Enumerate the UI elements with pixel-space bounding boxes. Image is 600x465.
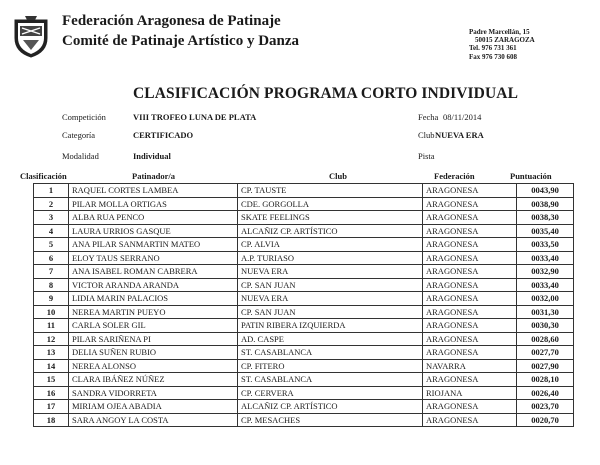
cell-score: 0032,00 — [517, 292, 574, 306]
cell-club: CP. SAN JUAN — [238, 278, 423, 292]
cell-club: NUEVA ERA — [238, 265, 423, 279]
table-row — [34, 224, 574, 238]
cell-club: A.P. TURIASO — [238, 251, 423, 265]
cell-position: 4 — [34, 224, 69, 238]
cell-score: 0033,50 — [517, 238, 574, 252]
cell-club: CP. MESACHES — [238, 413, 423, 427]
pista-label: Pista — [418, 151, 435, 161]
table-row — [34, 319, 574, 333]
cell-position: 2 — [34, 197, 69, 211]
cell-skater: SANDRA VIDORRETA — [69, 386, 238, 400]
cell-club: SKATE FEELINGS — [238, 211, 423, 225]
col-header-federacion: Federación — [434, 171, 475, 181]
cell-club: PATIN RIBERA IZQUIERDA — [238, 319, 423, 333]
club-value: NUEVA ERA — [435, 130, 484, 140]
table-row — [34, 251, 574, 265]
club-label: Club — [418, 130, 435, 140]
table-row — [34, 211, 574, 225]
cell-federation: ARAGONESA — [423, 265, 517, 279]
cell-score: 0031,30 — [517, 305, 574, 319]
competicion-label: Competición — [62, 112, 106, 122]
table-row — [34, 184, 574, 198]
results-table — [33, 183, 574, 427]
table-row — [34, 373, 574, 387]
cell-position: 6 — [34, 251, 69, 265]
cell-federation: ARAGONESA — [423, 224, 517, 238]
cell-score: 0033,40 — [517, 251, 574, 265]
cell-club: ST. CASABLANCA — [238, 373, 423, 387]
cell-skater: ANA ISABEL ROMAN CABRERA — [69, 265, 238, 279]
cell-club: AD. CASPE — [238, 332, 423, 346]
cell-position: 14 — [34, 359, 69, 373]
cell-skater: ALBA RUA PENCO — [69, 211, 238, 225]
table-row — [34, 292, 574, 306]
cell-federation: NAVARRA — [423, 359, 517, 373]
cell-score: 0023,70 — [517, 400, 574, 414]
cell-federation: ARAGONESA — [423, 184, 517, 198]
cell-federation: ARAGONESA — [423, 211, 517, 225]
table-row — [34, 346, 574, 360]
cell-score: 0027,70 — [517, 346, 574, 360]
cell-skater: MIRIAM OJEA ABADIA — [69, 400, 238, 414]
cell-federation: ARAGONESA — [423, 346, 517, 360]
cell-club: ALCAÑIZ CP. ARTÍSTICO — [238, 400, 423, 414]
cell-score: 0038,90 — [517, 197, 574, 211]
cell-position: 13 — [34, 346, 69, 360]
cell-club: CP. ALVIA — [238, 238, 423, 252]
cell-federation: ARAGONESA — [423, 278, 517, 292]
cell-skater: VICTOR ARANDA ARANDA — [69, 278, 238, 292]
cell-score: 0028,60 — [517, 332, 574, 346]
cell-score: 0033,40 — [517, 278, 574, 292]
cell-score: 0032,90 — [517, 265, 574, 279]
col-header-club: Club — [329, 171, 347, 181]
address-line: 50015 ZARAGOZA — [475, 36, 535, 45]
address-line: Tel. 976 731 361 — [469, 44, 517, 53]
cell-club: CP. TAUSTE — [238, 184, 423, 198]
cell-position: 12 — [34, 332, 69, 346]
cell-club: ALCAÑIZ CP. ARTÍSTICO — [238, 224, 423, 238]
cell-score: 0043,90 — [517, 184, 574, 198]
cell-position: 18 — [34, 413, 69, 427]
cell-position: 17 — [34, 400, 69, 414]
cell-federation: ARAGONESA — [423, 197, 517, 211]
org-name-line2: Comité de Patinaje Artístico y Danza — [62, 33, 300, 49]
cell-skater: PILAR SARIÑENA PI — [69, 332, 238, 346]
page-title: CLASIFICACIÓN PROGRAMA CORTO INDIVIDUAL — [133, 85, 519, 102]
cell-skater: NEREA MARTIN PUEYO — [69, 305, 238, 319]
cell-position: 11 — [34, 319, 69, 333]
cell-club: CDE. GORGOLLA — [238, 197, 423, 211]
cell-federation: ARAGONESA — [423, 305, 517, 319]
categoria-value: CERTIFICADO — [133, 130, 194, 140]
address-line: Padre Marcellán, 15 — [469, 28, 530, 36]
col-header-patinador: Patinador/a — [132, 171, 175, 181]
cell-federation: ARAGONESA — [423, 413, 517, 427]
cell-federation: ARAGONESA — [423, 292, 517, 306]
cell-skater: LIDIA MARIN PALACIOS — [69, 292, 238, 306]
modalidad-label: Modalidad — [62, 151, 99, 161]
fecha-label: Fecha — [418, 112, 439, 122]
table-row — [34, 332, 574, 346]
cell-score: 0035,40 — [517, 224, 574, 238]
col-header-clasificacion: Clasificación — [20, 171, 67, 181]
fecha-value: 08/11/2014 — [443, 112, 482, 122]
table-row — [34, 305, 574, 319]
cell-skater: RAQUEL CORTES LAMBEA — [69, 184, 238, 198]
cell-position: 8 — [34, 278, 69, 292]
cell-position: 10 — [34, 305, 69, 319]
cell-score: 0027,90 — [517, 359, 574, 373]
table-row — [34, 400, 574, 414]
cell-federation: ARAGONESA — [423, 373, 517, 387]
col-header-puntuacion: Puntuación — [510, 171, 552, 181]
cell-federation: ARAGONESA — [423, 238, 517, 252]
modalidad-value: Individual — [133, 151, 171, 161]
cell-position: 7 — [34, 265, 69, 279]
cell-federation: RIOJANA — [423, 386, 517, 400]
cell-club: CP. FITERO — [238, 359, 423, 373]
address-block — [469, 28, 535, 61]
cell-position: 9 — [34, 292, 69, 306]
table-row — [34, 359, 574, 373]
cell-position: 16 — [34, 386, 69, 400]
table-row — [34, 386, 574, 400]
org-name-line1: Federación Aragonesa de Patinaje — [62, 13, 281, 29]
cell-club: NUEVA ERA — [238, 292, 423, 306]
table-row — [34, 278, 574, 292]
cell-skater: ELOY TAUS SERRANO — [69, 251, 238, 265]
cell-position: 3 — [34, 211, 69, 225]
cell-position: 5 — [34, 238, 69, 252]
cell-score: 0028,10 — [517, 373, 574, 387]
competicion-value: VIII TROFEO LUNA DE PLATA — [133, 112, 257, 122]
cell-score: 0026,40 — [517, 386, 574, 400]
cell-skater: DELIA SUÑEN RUBIO — [69, 346, 238, 360]
cell-club: CP. CERVERA — [238, 386, 423, 400]
cell-skater: ANA PILAR SANMARTIN MATEO — [69, 238, 238, 252]
cell-skater: NEREA ALONSO — [69, 359, 238, 373]
cell-score: 0038,30 — [517, 211, 574, 225]
address-line: Fax 976 730 608 — [469, 52, 518, 61]
table-row — [34, 413, 574, 427]
cell-score: 0030,30 — [517, 319, 574, 333]
cell-federation: ARAGONESA — [423, 319, 517, 333]
cell-club: CP. SAN JUAN — [238, 305, 423, 319]
cell-club: ST. CASABLANCA — [238, 346, 423, 360]
cell-skater: CARLA SOLER GIL — [69, 319, 238, 333]
cell-skater: PILAR MOLLA ORTIGAS — [69, 197, 238, 211]
cell-federation: ARAGONESA — [423, 251, 517, 265]
table-row — [34, 265, 574, 279]
table-row — [34, 197, 574, 211]
cell-position: 1 — [34, 184, 69, 198]
categoria-label: Categoría — [62, 130, 96, 140]
cell-federation: ARAGONESA — [423, 400, 517, 414]
cell-federation: ARAGONESA — [423, 332, 517, 346]
federation-crest-icon — [13, 14, 49, 58]
cell-skater: SARA ANGOY LA COSTA — [69, 413, 238, 427]
table-row — [34, 238, 574, 252]
cell-position: 15 — [34, 373, 69, 387]
cell-skater: CLARA IBÁÑEZ NÚÑEZ — [69, 373, 238, 387]
cell-skater: LAURA URRIOS GASQUE — [69, 224, 238, 238]
cell-score: 0020,70 — [517, 413, 574, 427]
